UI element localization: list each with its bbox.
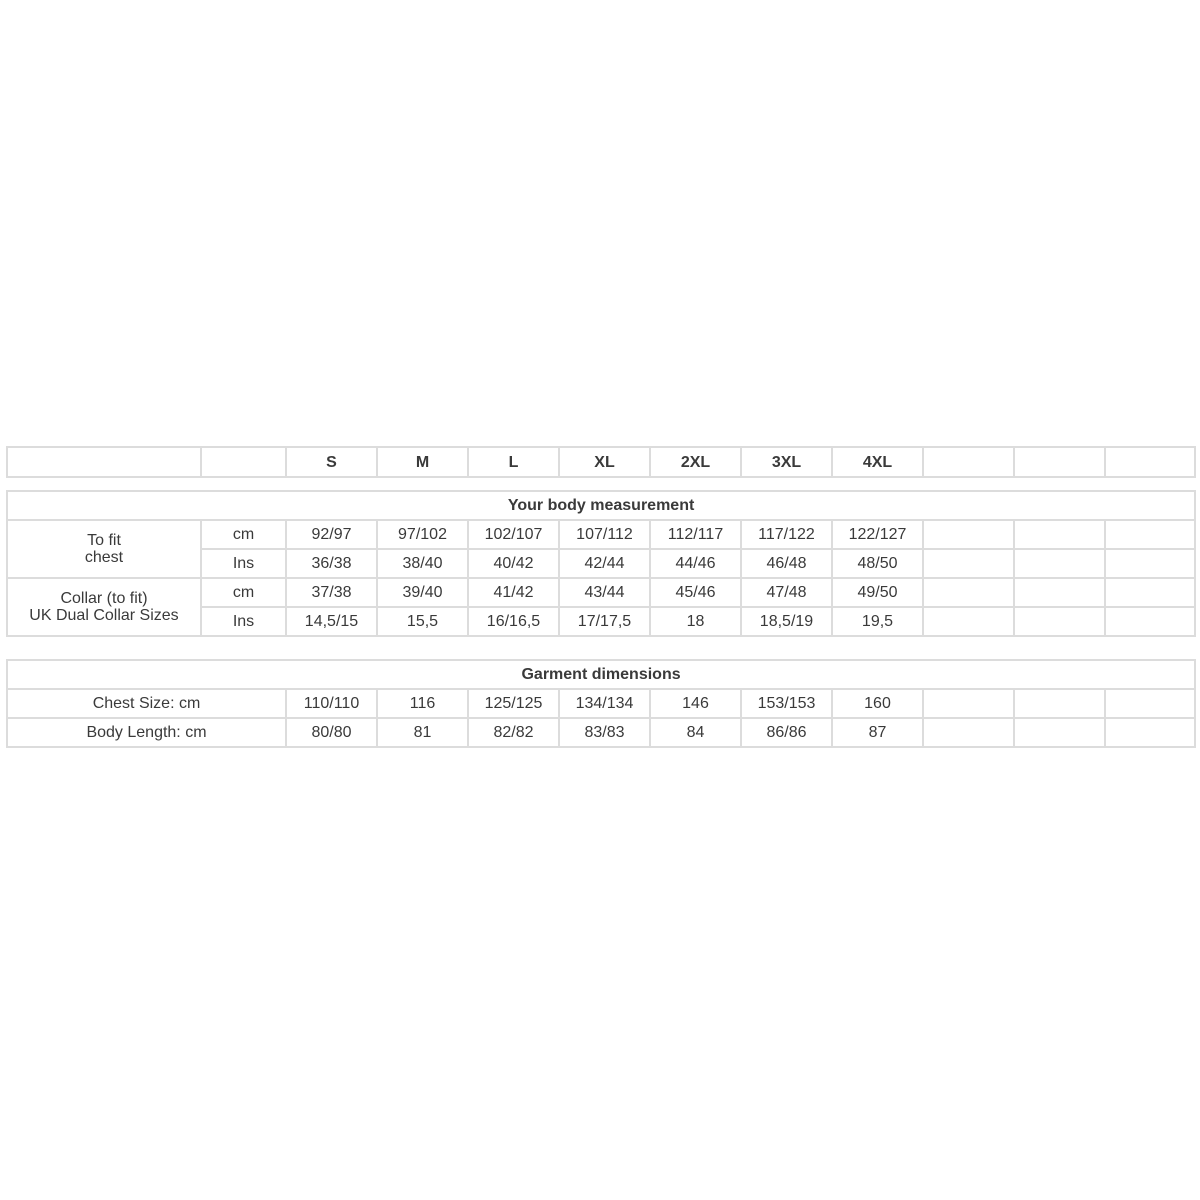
body-measurement-title: Your body measurement	[7, 491, 1195, 520]
garment-dimensions-title: Garment dimensions	[7, 660, 1195, 689]
empty-cell	[1014, 578, 1105, 607]
unit-label: Ins	[201, 607, 286, 636]
value-cell: 18	[650, 607, 741, 636]
empty-cell	[923, 718, 1014, 747]
value-cell: 47/48	[741, 578, 832, 607]
value-cell: 110/110	[286, 689, 377, 718]
value-cell: 160	[832, 689, 923, 718]
garment-chest-label: Chest Size: cm	[7, 689, 286, 718]
size-header-4xl: 4XL	[832, 447, 923, 477]
body-measurement-table	[6, 490, 1196, 637]
value-cell: 86/86	[741, 718, 832, 747]
value-cell: 87	[832, 718, 923, 747]
value-cell: 39/40	[377, 578, 468, 607]
chest-cm-row	[7, 520, 1195, 549]
value-cell: 42/44	[559, 549, 650, 578]
value-cell: 37/38	[286, 578, 377, 607]
value-cell: 82/82	[468, 718, 559, 747]
collar-row-label	[7, 578, 201, 636]
collar-label-line1: Collar (to fit)	[60, 590, 148, 607]
value-cell: 16/16,5	[468, 607, 559, 636]
size-header-2xl: 2XL	[650, 447, 741, 477]
chest-label-line1: To fit	[87, 532, 121, 549]
empty-cell	[1105, 607, 1195, 636]
empty-cell	[923, 578, 1014, 607]
empty-cell	[1105, 578, 1195, 607]
chest-row-label	[7, 520, 201, 578]
size-header-row	[7, 447, 1195, 477]
section-title-row	[7, 660, 1195, 689]
value-cell: 97/102	[377, 520, 468, 549]
value-cell: 45/46	[650, 578, 741, 607]
size-header-xl: XL	[559, 447, 650, 477]
garment-length-label: Body Length: cm	[7, 718, 286, 747]
empty-cell	[923, 689, 1014, 718]
empty-cell	[1105, 549, 1195, 578]
value-cell: 92/97	[286, 520, 377, 549]
value-cell: 46/48	[741, 549, 832, 578]
value-cell: 14,5/15	[286, 607, 377, 636]
empty-cell	[1105, 447, 1195, 477]
empty-cell	[1105, 520, 1195, 549]
empty-cell	[1014, 549, 1105, 578]
value-cell: 40/42	[468, 549, 559, 578]
empty-cell	[923, 549, 1014, 578]
value-cell: 122/127	[832, 520, 923, 549]
value-cell: 48/50	[832, 549, 923, 578]
unit-label: cm	[201, 578, 286, 607]
empty-cell	[1105, 689, 1195, 718]
value-cell: 102/107	[468, 520, 559, 549]
value-cell: 134/134	[559, 689, 650, 718]
empty-cell	[1014, 689, 1105, 718]
collar-label-line2: UK Dual Collar Sizes	[29, 607, 179, 624]
value-cell: 19,5	[832, 607, 923, 636]
empty-cell	[923, 447, 1014, 477]
empty-cell	[1014, 520, 1105, 549]
empty-cell	[1014, 718, 1105, 747]
value-cell: 83/83	[559, 718, 650, 747]
value-cell: 18,5/19	[741, 607, 832, 636]
unit-label: cm	[201, 520, 286, 549]
empty-cell	[1014, 447, 1105, 477]
value-cell: 17/17,5	[559, 607, 650, 636]
value-cell: 146	[650, 689, 741, 718]
value-cell: 80/80	[286, 718, 377, 747]
value-cell: 81	[377, 718, 468, 747]
value-cell: 125/125	[468, 689, 559, 718]
value-cell: 116	[377, 689, 468, 718]
section-title-row	[7, 491, 1195, 520]
empty-cell	[7, 447, 201, 477]
value-cell: 84	[650, 718, 741, 747]
value-cell: 36/38	[286, 549, 377, 578]
value-cell: 107/112	[559, 520, 650, 549]
empty-cell	[1014, 607, 1105, 636]
empty-cell	[923, 607, 1014, 636]
empty-cell	[1105, 718, 1195, 747]
chest-label-line2: chest	[84, 549, 124, 566]
value-cell: 15,5	[377, 607, 468, 636]
value-cell: 43/44	[559, 578, 650, 607]
empty-cell	[923, 520, 1014, 549]
empty-cell	[201, 447, 286, 477]
size-header-s: S	[286, 447, 377, 477]
garment-dimensions-table	[6, 659, 1196, 748]
value-cell: 44/46	[650, 549, 741, 578]
value-cell: 38/40	[377, 549, 468, 578]
unit-label: Ins	[201, 549, 286, 578]
value-cell: 112/117	[650, 520, 741, 549]
value-cell: 153/153	[741, 689, 832, 718]
value-cell: 49/50	[832, 578, 923, 607]
value-cell: 41/42	[468, 578, 559, 607]
size-header-table	[6, 446, 1196, 478]
size-header-3xl: 3XL	[741, 447, 832, 477]
value-cell: 117/122	[741, 520, 832, 549]
collar-cm-row	[7, 578, 1195, 607]
size-header-m: M	[377, 447, 468, 477]
size-header-l: L	[468, 447, 559, 477]
garment-chest-row	[7, 689, 1195, 718]
garment-length-row	[7, 718, 1195, 747]
